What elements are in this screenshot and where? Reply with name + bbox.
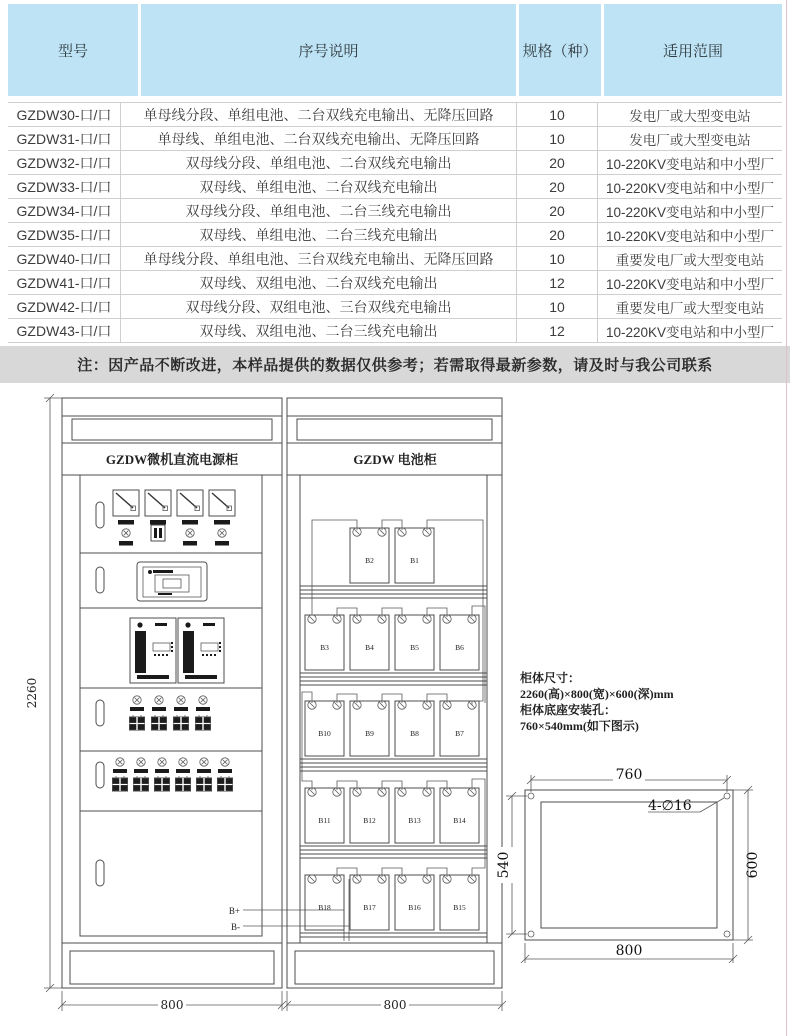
table-row bbox=[8, 319, 782, 343]
table-row bbox=[8, 175, 782, 199]
cabinet-size-annotation bbox=[520, 670, 674, 733]
mounting-hole bbox=[528, 931, 534, 937]
model-cell: GZDW41-口/口 bbox=[16, 274, 112, 291]
model-cell: GZDW31-口/口 bbox=[16, 130, 112, 147]
model-cell: GZDW42-口/口 bbox=[16, 298, 112, 315]
battery-label: B16 bbox=[408, 903, 421, 912]
model-cell: GZDW32-口/口 bbox=[16, 154, 112, 171]
battery-label: B10 bbox=[318, 729, 331, 738]
table-row bbox=[8, 295, 782, 319]
base-dim-800: 800 bbox=[615, 943, 643, 959]
width-dimension-left: 800 bbox=[160, 998, 184, 1012]
model-cell: GZDW33-口/口 bbox=[16, 178, 112, 195]
battery-label: B11 bbox=[318, 816, 331, 825]
battery-label: B15 bbox=[453, 903, 466, 912]
vent-grille-bottom bbox=[70, 951, 274, 984]
desc-cell: 单母线分段、单组电池、二台双线充电输出、无降压回路 bbox=[120, 103, 516, 126]
base-mounting-plan bbox=[496, 767, 761, 963]
monitor-panel bbox=[96, 562, 207, 601]
mounting-hole bbox=[724, 931, 730, 937]
desc-cell: 双母线、单组电池、二台三线充电输出 bbox=[120, 223, 516, 246]
base-dim-760: 760 bbox=[615, 767, 643, 783]
desc-cell: 双母线分段、单组电池、二台双线充电输出 bbox=[120, 151, 516, 174]
power-cabinet bbox=[62, 398, 349, 988]
desc-cell: 单母线分段、单组电池、三台双线充电输出、无降压回路 bbox=[120, 247, 516, 270]
cabinet-diagram bbox=[0, 383, 790, 1036]
terminal-b-minus: B- bbox=[231, 922, 240, 932]
battery-label: B9 bbox=[365, 729, 374, 738]
spec-cell: 10 bbox=[516, 295, 597, 318]
spec-cell: 12 bbox=[516, 319, 597, 342]
battery-label: B8 bbox=[410, 729, 419, 738]
battery-shelves bbox=[300, 586, 487, 937]
desc-cell: 双母线、双组电池、二台三线充电输出 bbox=[120, 319, 516, 342]
table-header bbox=[8, 4, 782, 96]
range-cell: 10-220KV变电站和中小型厂 bbox=[597, 319, 782, 342]
feeder-panel-1 bbox=[96, 696, 211, 730]
spec-cell: 10 bbox=[516, 103, 597, 126]
range-cell: 10-220KV变电站和中小型厂 bbox=[597, 199, 782, 222]
table-row bbox=[8, 127, 782, 151]
range-cell: 发电厂或大型变电站 bbox=[597, 103, 782, 126]
battery-label: B1 bbox=[410, 556, 419, 565]
meter-panel bbox=[96, 490, 235, 546]
height-dimension: 2260 bbox=[25, 677, 39, 709]
range-cell: 10-220KV变电站和中小型厂 bbox=[597, 271, 782, 294]
battery-label: B2 bbox=[365, 556, 374, 565]
spec-cell: 10 bbox=[516, 247, 597, 270]
table-body bbox=[8, 102, 782, 343]
blank-door-panel bbox=[96, 860, 349, 932]
spec-cell: 20 bbox=[516, 175, 597, 198]
annotation-line2: 2260(高)×800(宽)×600(深)mm bbox=[520, 687, 674, 701]
range-cell: 重要发电厂或大型变电站 bbox=[597, 295, 782, 318]
model-cell: GZDW34-口/口 bbox=[16, 202, 112, 219]
page-edge-line bbox=[786, 0, 787, 1036]
base-dim-540: 540 bbox=[496, 851, 512, 879]
desc-cell: 双母线、单组电池、二台双线充电输出 bbox=[120, 175, 516, 198]
header-description: 序号说明 bbox=[138, 4, 516, 96]
batteries bbox=[305, 528, 479, 930]
battery-label: B14 bbox=[453, 816, 466, 825]
base-dim-600: 600 bbox=[745, 851, 761, 879]
battery-label: B5 bbox=[410, 643, 419, 652]
battery-label: B17 bbox=[363, 903, 376, 912]
spec-cell: 12 bbox=[516, 271, 597, 294]
model-cell: GZDW43-口/口 bbox=[16, 322, 112, 339]
vent-grille-top bbox=[297, 419, 492, 440]
range-cell: 10-220KV变电站和中小型厂 bbox=[597, 175, 782, 198]
table-row bbox=[8, 103, 782, 127]
header-model: 型号 bbox=[57, 42, 88, 60]
disclaimer-note: 注：因产品不断改进，本样品提供的数据仅供参考；若需取得最新参数，请及时与我公司联系 bbox=[0, 346, 790, 383]
table-row bbox=[8, 271, 782, 295]
annotation-line1: 柜体尺寸： bbox=[520, 671, 581, 685]
model-cell: GZDW40-口/口 bbox=[16, 250, 112, 267]
model-cell: GZDW35-口/口 bbox=[16, 226, 112, 243]
battery-label: B12 bbox=[363, 816, 376, 825]
range-cell: 发电厂或大型变电站 bbox=[597, 127, 782, 150]
power-cabinet-title: GZDW微机直流电源柜 bbox=[105, 452, 239, 467]
spec-cell: 20 bbox=[516, 223, 597, 246]
desc-cell: 双母线分段、单组电池、二台三线充电输出 bbox=[120, 199, 516, 222]
range-cell: 重要发电厂或大型变电站 bbox=[597, 247, 782, 270]
table-row bbox=[8, 247, 782, 271]
range-cell: 10-220KV变电站和中小型厂 bbox=[597, 151, 782, 174]
spec-cell: 20 bbox=[516, 151, 597, 174]
desc-cell: 双母线、双组电池、二台双线充电输出 bbox=[120, 271, 516, 294]
battery-label: B13 bbox=[408, 816, 421, 825]
feeder-panel-2 bbox=[96, 758, 233, 791]
table-row bbox=[8, 199, 782, 223]
header-range: 适用范围 bbox=[601, 4, 782, 96]
hole-callout: 4-∅16 bbox=[648, 798, 692, 814]
battery-label: B4 bbox=[365, 643, 374, 652]
range-cell: 10-220KV变电站和中小型厂 bbox=[597, 223, 782, 246]
model-cell: GZDW30-口/口 bbox=[16, 106, 112, 123]
spec-cell: 20 bbox=[516, 199, 597, 222]
vent-grille-bottom bbox=[295, 951, 494, 984]
table-row bbox=[8, 151, 782, 175]
desc-cell: 双母线分段、双组电池、三台双线充电输出 bbox=[120, 295, 516, 318]
vent-grille-top bbox=[72, 419, 272, 440]
annotation-line3: 柜体底座安装孔： bbox=[520, 703, 617, 717]
table-row bbox=[8, 223, 782, 247]
battery-label: B18 bbox=[318, 903, 331, 912]
terminal-b-plus: B+ bbox=[228, 906, 240, 916]
annotation-line4: 760×540mm(如下图示) bbox=[520, 719, 639, 733]
charger-panel bbox=[130, 618, 224, 683]
battery-cabinet bbox=[287, 398, 502, 988]
width-dimension-right: 800 bbox=[383, 998, 407, 1012]
header-spec: 规格（种） bbox=[516, 4, 601, 96]
mounting-hole bbox=[724, 793, 730, 799]
desc-cell: 单母线、单组电池、二台双线充电输出、无降压回路 bbox=[120, 127, 516, 150]
spec-cell: 10 bbox=[516, 127, 597, 150]
battery-label: B7 bbox=[455, 729, 464, 738]
battery-label: B3 bbox=[320, 643, 329, 652]
battery-cabinet-title: GZDW 电池柜 bbox=[353, 452, 437, 467]
battery-label: B6 bbox=[455, 643, 464, 652]
mounting-hole bbox=[528, 793, 534, 799]
